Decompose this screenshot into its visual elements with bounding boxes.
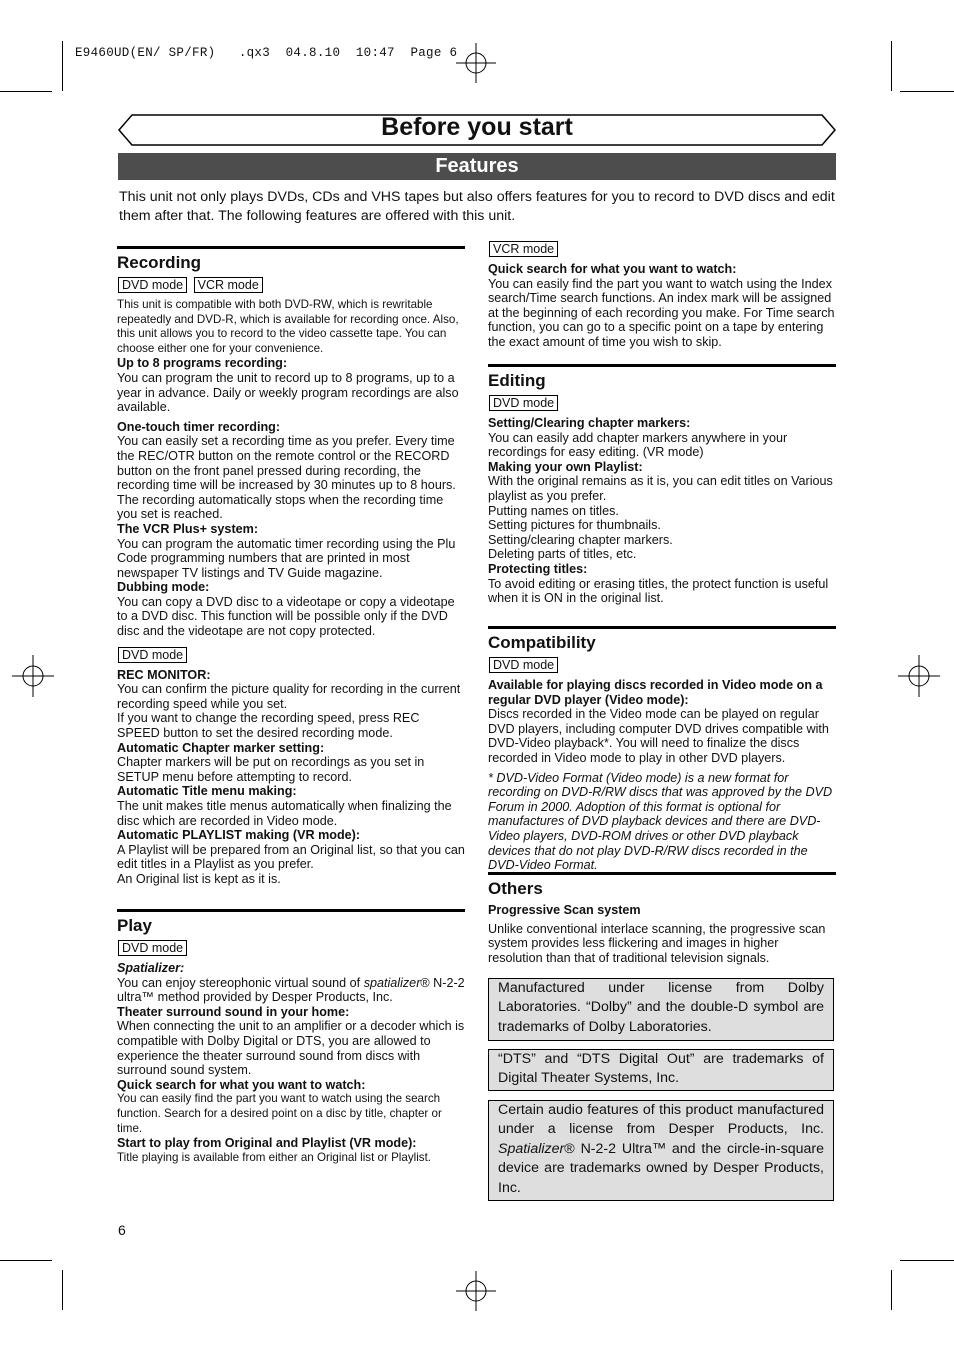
feature-title: Setting/Clearing chapter markers: [488, 416, 691, 430]
vcr-search-section [488, 240, 836, 350]
feature-text: When connecting the unit to an amplifier or a decoder which is compatible with Dolby Digital or DTS, you are allowed to experience the theater surround sound from discs with surround sound system. [117, 1019, 465, 1078]
registration-mark-icon [898, 655, 940, 697]
crop-mark [62, 41, 63, 91]
feature-text: The unit makes title menus automatically when finalizing the disc which are recorded in Video mode. [117, 799, 452, 828]
feature-text: You can confirm the picture quality for recording in the current recording speed while you set. [117, 682, 461, 711]
registration-mark-icon [456, 43, 496, 83]
dvd-mode-tag: DVD mode [118, 277, 187, 293]
feature-title: Spatializer: [117, 961, 185, 975]
feature-title: The VCR Plus+ system: [117, 521, 259, 536]
feature-text: You can enjoy stereophonic virtual sound of spatializer® N-2-2 ultra™ method provided by Desper Products, Inc. [117, 975, 465, 1005]
desper-trademark-note: Certain audio features of this product manufactured under a license from Desper Products, Inc. Spatializer® N-2-2 Ultra™ and the circle-in-square device are trademarks owned by Desper Products, Inc. [488, 1100, 834, 1201]
feature-text: With the original remains as it is, you can edit titles on Various playlist as you prefer. [488, 474, 833, 503]
section-title: Features [118, 153, 836, 180]
vcr-mode-tag: VCR mode [194, 277, 263, 293]
feature-text: Unlike conventional interlace scanning, the progressive scan system provides less flickering and images in higher resolution than that of traditional television signals. [488, 921, 826, 965]
feature-title: Progressive Scan system [488, 903, 641, 917]
feature-title: Protecting titles: [488, 561, 588, 576]
recording-intro: This unit is compatible with both DVD-RW, which is rewritable repeatedly and DVD-R, which is available for recording once. Also, this unit allows you to record to the video cassette tape. You can choose either one for your convenience. [117, 298, 459, 355]
compatibility-heading: Compatibility [488, 633, 596, 652]
feature-text: Chapter markers will be put on recordings as you set in SETUP menu before attempting to record. [117, 755, 425, 784]
crop-mark [891, 41, 892, 91]
feature-text: You can program the automatic timer recording using the Plu Code programming numbers that are printed in most newspaper TV listings and TV Guide magazine. [117, 536, 456, 580]
feature-text: To avoid editing or erasing titles, the protect function is useful when it is ON in the original list. [488, 576, 829, 606]
dvd-mode-tag: DVD mode [489, 657, 558, 673]
play-heading: Play [117, 916, 152, 935]
print-header: E9460UD(EN/ SP/FR) .qx3 04.8.10 10:47 Page 6 [75, 46, 458, 60]
feature-text: Putting names on titles. [488, 503, 619, 518]
feature-title: Automatic PLAYLIST making (VR mode): [117, 828, 361, 843]
feature-text: You can copy a DVD disc to a videotape or copy a videotape to a DVD disc. This function will be possible only if the DVD disc and the videotape are not copy protected. [117, 594, 455, 639]
feature-text: Setting pictures for thumbnails. [488, 518, 661, 533]
dvd-mode-tag: DVD mode [118, 647, 187, 663]
feature-title: REC MONITOR: [117, 667, 211, 682]
feature-text: You can program the unit to record up to 8 programs, up to a year in advance. Daily or weekly program recordings are also available. [117, 370, 459, 415]
section-rule [488, 364, 836, 367]
feature-title: Quick search for what you want to watch: [488, 262, 737, 276]
feature-text: An Original list is kept as it is. [117, 871, 281, 886]
feature-text: If you want to change the recording speed, press REC SPEED button to set the desired recording mode. [117, 711, 420, 741]
others-section [488, 872, 836, 965]
feature-text: Title playing is available from either an Original list or Playlist. [117, 1150, 432, 1164]
feature-title: Theater surround sound in your home: [117, 1004, 350, 1019]
editing-heading: Editing [488, 371, 546, 390]
feature-text: Deleting parts of titles, etc. [488, 547, 637, 562]
registration-mark-icon [456, 1271, 496, 1311]
registration-mark-icon [12, 655, 54, 697]
crop-mark [891, 1270, 892, 1310]
crop-mark [900, 91, 954, 92]
feature-title: Up to 8 programs recording: [117, 356, 288, 371]
feature-text: A Playlist will be prepared from an Original list, so that you can edit titles in a Playlist as you prefer. [117, 842, 465, 872]
recording-heading: Recording [117, 253, 202, 272]
feature-title: Automatic Chapter marker setting: [117, 740, 325, 755]
editing-section [488, 364, 836, 606]
feature-text: You can easily find the part you want to watch using the Index search/Time search functions. An index mark will be assigned at the beginning of each recording you make. For Time search function, you can go to a specific point on a tape by entering the exact amount of time you wish to skip. [488, 276, 835, 349]
intro-text: This unit not only plays DVDs, CDs and VHS tapes but also offers features for you to record to DVD discs and edit them after that. The following features are offered with this unit. [119, 189, 835, 225]
crop-mark [900, 1260, 954, 1261]
others-heading: Others [488, 879, 543, 898]
feature-text: You can easily set a recording time as you prefer. Every time the REC/OTR button on the remote control or the RECORD button on the front panel pressed during recording, the recording time will be increased by 30 minutes up to 8 hours. The recording automatically stops when the recording time you set is reached. [117, 434, 456, 522]
play-section [117, 909, 465, 1165]
feature-title: Making your own Playlist: [488, 459, 643, 474]
compatibility-section [488, 626, 836, 873]
section-rule [117, 909, 465, 912]
feature-title: Dubbing mode: [117, 580, 210, 595]
page-number: 6 [118, 1222, 126, 1238]
section-rule [488, 626, 836, 629]
feature-title: Available for playing discs recorded in Video mode on a regular DVD player (Video mode): [488, 678, 823, 707]
vcr-mode-tag: VCR mode [489, 241, 558, 257]
feature-title: One-touch timer recording: [117, 419, 281, 434]
feature-text: You can easily add chapter markers anywhere in your recordings for easy editing. (VR mode) [488, 430, 788, 460]
feature-title: Automatic Title menu making: [117, 784, 297, 799]
dvd-mode-tag: DVD mode [489, 395, 558, 411]
page-title: Before you start [381, 113, 573, 141]
section-rule [488, 872, 836, 875]
section-rule [117, 246, 465, 249]
crop-mark [62, 1270, 63, 1310]
footnote: * DVD-Video Format (Video mode) is a new format for recording on DVD-R/RW discs that was approved by the DVD Forum in 2000. Adoption of this format is optional for manufactures of DVD playback devices and there are DVD-Video players, DVD-ROM drives or other DVD playback devices that do not play DVD-R/RW discs recorded in the DVD-Video Format. [488, 770, 833, 873]
crop-mark [0, 91, 52, 92]
feature-title: Quick search for what you want to watch: [117, 1077, 366, 1092]
feature-text: You can easily find the part you want to watch using the search function. Search for a desired point on a disc by title, chapter or time. [117, 1092, 442, 1135]
feature-text: Setting/clearing chapter markers. [488, 532, 673, 547]
feature-text: Discs recorded in the Video mode can be played on regular DVD players, including computer DVD drives compatible with DVD-Video playback*. You will need to finalize the discs recorded in Video mode to play in other DVD players. [488, 707, 829, 765]
feature-title: Start to play from Original and Playlist (VR mode): [117, 1136, 417, 1151]
dvd-mode-tag: DVD mode [118, 940, 187, 956]
left-column [117, 246, 465, 887]
dolby-trademark-note: Manufactured under license from Dolby Laboratories. “Dolby” and the double-D symbol are trademarks of Dolby Laboratories. [488, 978, 834, 1041]
dts-trademark-note: “DTS” and “DTS Digital Out” are trademarks of Digital Theater Systems, Inc. [488, 1049, 834, 1091]
crop-mark [0, 1260, 52, 1261]
